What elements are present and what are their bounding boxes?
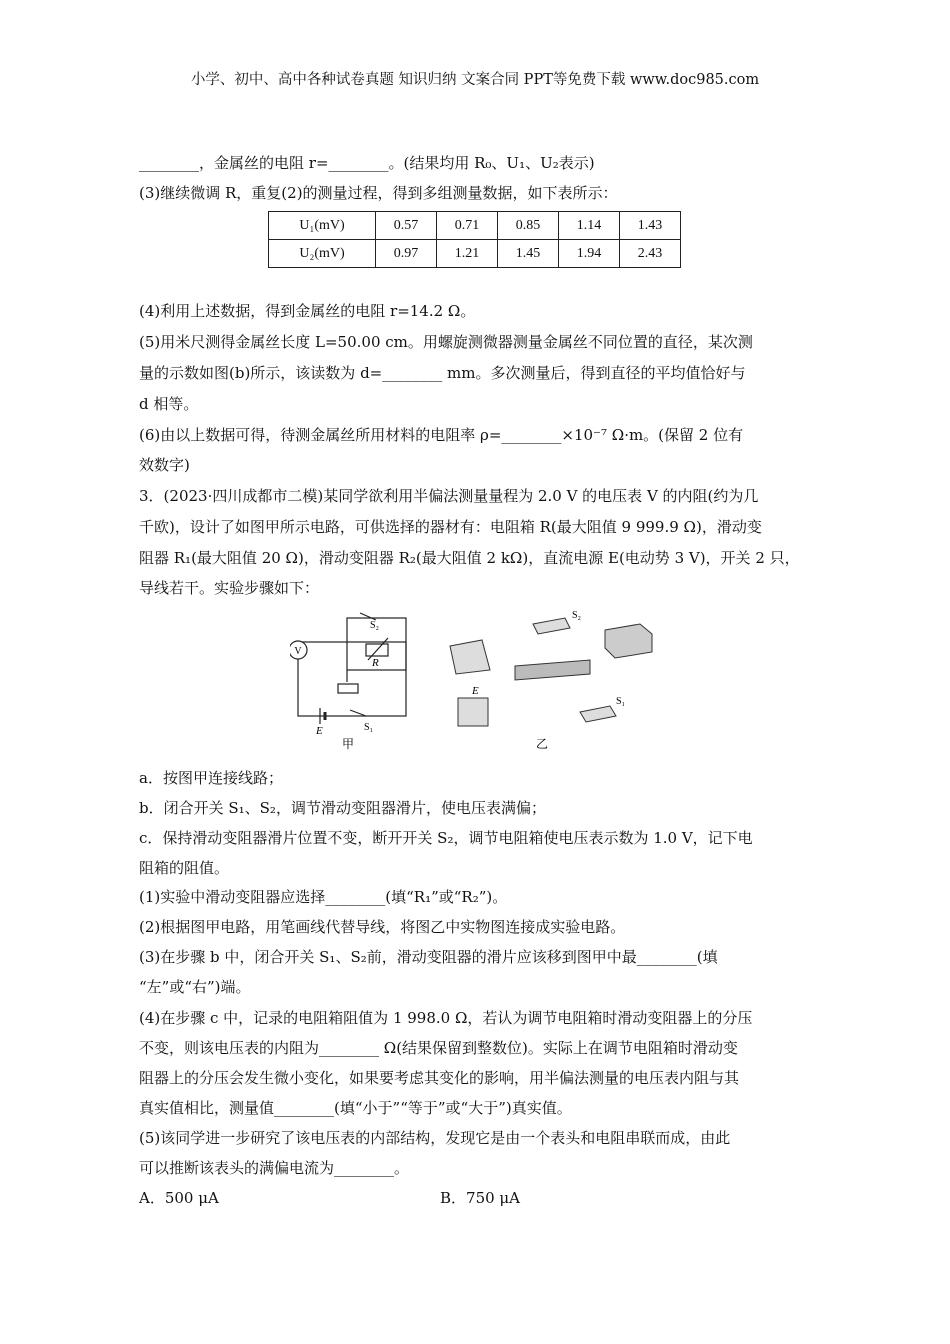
e-device-label: E bbox=[472, 685, 479, 697]
text-line: (5)用米尺测得金属丝长度 L=50.00 cm。用螺旋测微器测量金属丝不同位置的直径，某次测 bbox=[139, 333, 753, 351]
text-line: (2)根据图甲电路，用笔画线代替导线，将图乙中实物图连接成实验电路。 bbox=[139, 918, 626, 936]
table-row bbox=[269, 212, 681, 240]
text-line: 千欧)，设计了如图甲所示电路，可供选择的器材有：电阻箱 R(最大阻值 9 999.9 Ω)，滑动变 bbox=[139, 518, 762, 536]
switch-s1-device-icon bbox=[580, 706, 616, 722]
table-cell: 2.43 bbox=[620, 240, 681, 268]
table-cell: 0.85 bbox=[498, 212, 559, 240]
switch-s1-icon bbox=[350, 710, 366, 716]
text-line: ________，金属丝的电阻 r=________。(结果均用 R₀、U₁、U₂表示) bbox=[139, 154, 595, 172]
text-line: 可以推断该表头的满偏电流为________。 bbox=[139, 1159, 410, 1177]
rheostat-device-icon bbox=[515, 660, 590, 680]
table-cell: 1.43 bbox=[620, 212, 681, 240]
s1-device-label: S₁ bbox=[616, 696, 626, 707]
text-line: c．保持滑动变阻器滑片位置不变，断开开关 S₂，调节电阻箱使电压表示数为 1.0 V，记下电 bbox=[139, 829, 753, 847]
text-line: 效数字) bbox=[139, 456, 190, 474]
text-line: (4)利用上述数据，得到金属丝的电阻 r=14.2 Ω。 bbox=[139, 302, 476, 320]
s2-label: S₂ bbox=[370, 620, 380, 631]
e-label: E bbox=[316, 725, 323, 737]
text-line: a．按图甲连接线路； bbox=[139, 769, 283, 787]
table-cell: 1.94 bbox=[559, 240, 620, 268]
resistance-box-device-icon bbox=[605, 624, 652, 658]
circuit-figure bbox=[290, 608, 670, 758]
text-line: d 相等。 bbox=[139, 395, 199, 413]
s2-device-label: S₂ bbox=[572, 610, 582, 621]
circuit-svg bbox=[290, 608, 670, 758]
row-header: U₂(mV) bbox=[269, 240, 376, 268]
outer-wire bbox=[298, 642, 406, 716]
fig-yi-label: 乙 bbox=[535, 737, 549, 751]
option-a: A．500 μA bbox=[139, 1189, 219, 1207]
text-line: (5)该同学进一步研究了该电压表的内部结构，发现它是由一个表头和电阻串联而成，由此 bbox=[139, 1129, 731, 1147]
text-line: (3)继续微调 R，重复(2)的测量过程，得到多组测量数据，如下表所示： bbox=[139, 184, 618, 202]
text-line: (4)在步骤 c 中，记录的电阻箱阻值为 1 998.0 Ω，若认为调节电阻箱时滑动变阻器上的分压 bbox=[139, 1009, 753, 1027]
switch-s2-device-icon bbox=[533, 618, 570, 634]
battery-device-icon bbox=[458, 698, 488, 726]
fig-jia-label: 甲 bbox=[341, 737, 355, 751]
text-line: b．闭合开关 S₁、S₂，调节滑动变阻器滑片，使电压表满偏； bbox=[139, 799, 546, 817]
text-line: 阻箱的阻值。 bbox=[139, 859, 230, 877]
table-cell: 1.14 bbox=[559, 212, 620, 240]
text-line: 不变，则该电压表的内阻为________ Ω(结果保留到整数位)。实际上在调节电阻箱时滑动变 bbox=[139, 1039, 738, 1057]
text-line: 量的示数如图(b)所示，该读数为 d=________ mm。多次测量后，得到直径的平均值恰好与 bbox=[139, 364, 746, 382]
table-cell: 0.57 bbox=[376, 212, 437, 240]
table-cell: 0.71 bbox=[437, 212, 498, 240]
table-row bbox=[269, 240, 681, 268]
text-line: 真实值相比，测量值________(填“小于”“等于”或“大于”)真实值。 bbox=[139, 1099, 572, 1117]
measurement-table bbox=[268, 211, 681, 268]
switch-s2-icon bbox=[360, 613, 376, 620]
page-header: 小学、初中、高中各种试卷真题 知识归纳 文案合同 PPT等免费下载 www.doc985.com bbox=[190, 72, 760, 88]
table-cell: 0.97 bbox=[376, 240, 437, 268]
row-header: U₁(mV) bbox=[269, 212, 376, 240]
text-line: (3)在步骤 b 中，闭合开关 S₁、S₂前，滑动变阻器的滑片应该移到图甲中最________(填 bbox=[139, 948, 718, 966]
s1-label: S₁ bbox=[364, 722, 374, 733]
text-line: 阻器 R₁(最大阻值 20 Ω)，滑动变阻器 R₂(最大阻值 2 kΩ)，直流电源 E(电动势 3 V)，开关 2 只， bbox=[139, 549, 800, 567]
table-cell: 1.21 bbox=[437, 240, 498, 268]
text-line: 阻器上的分压会发生微小变化，如果要考虑其变化的影响，用半偏法测量的电压表内阻与其 bbox=[139, 1069, 740, 1087]
voltmeter-device-icon bbox=[450, 640, 490, 674]
text-line: (1)实验中滑动变阻器应选择________(填“R₁”或“R₂”)。 bbox=[139, 888, 508, 906]
table-cell: 1.45 bbox=[498, 240, 559, 268]
v-label: V bbox=[294, 646, 302, 657]
text-line: 3．(2023·四川成都市二模)某同学欲利用半偏法测量量程为 2.0 V 的电压表 V 的内阻(约为几 bbox=[139, 487, 759, 505]
option-b: B．750 μA bbox=[440, 1189, 521, 1207]
text-line: “左”或“右”)端。 bbox=[139, 978, 251, 996]
r-label: R bbox=[372, 657, 379, 669]
rheostat-icon bbox=[338, 684, 358, 693]
text-line: (6)由以上数据可得，待测金属丝所用材料的电阻率 ρ=________×10⁻⁷ Ω·m。(保留 2 位有 bbox=[139, 426, 744, 444]
text-line: 导线若干。实验步骤如下： bbox=[139, 579, 320, 597]
